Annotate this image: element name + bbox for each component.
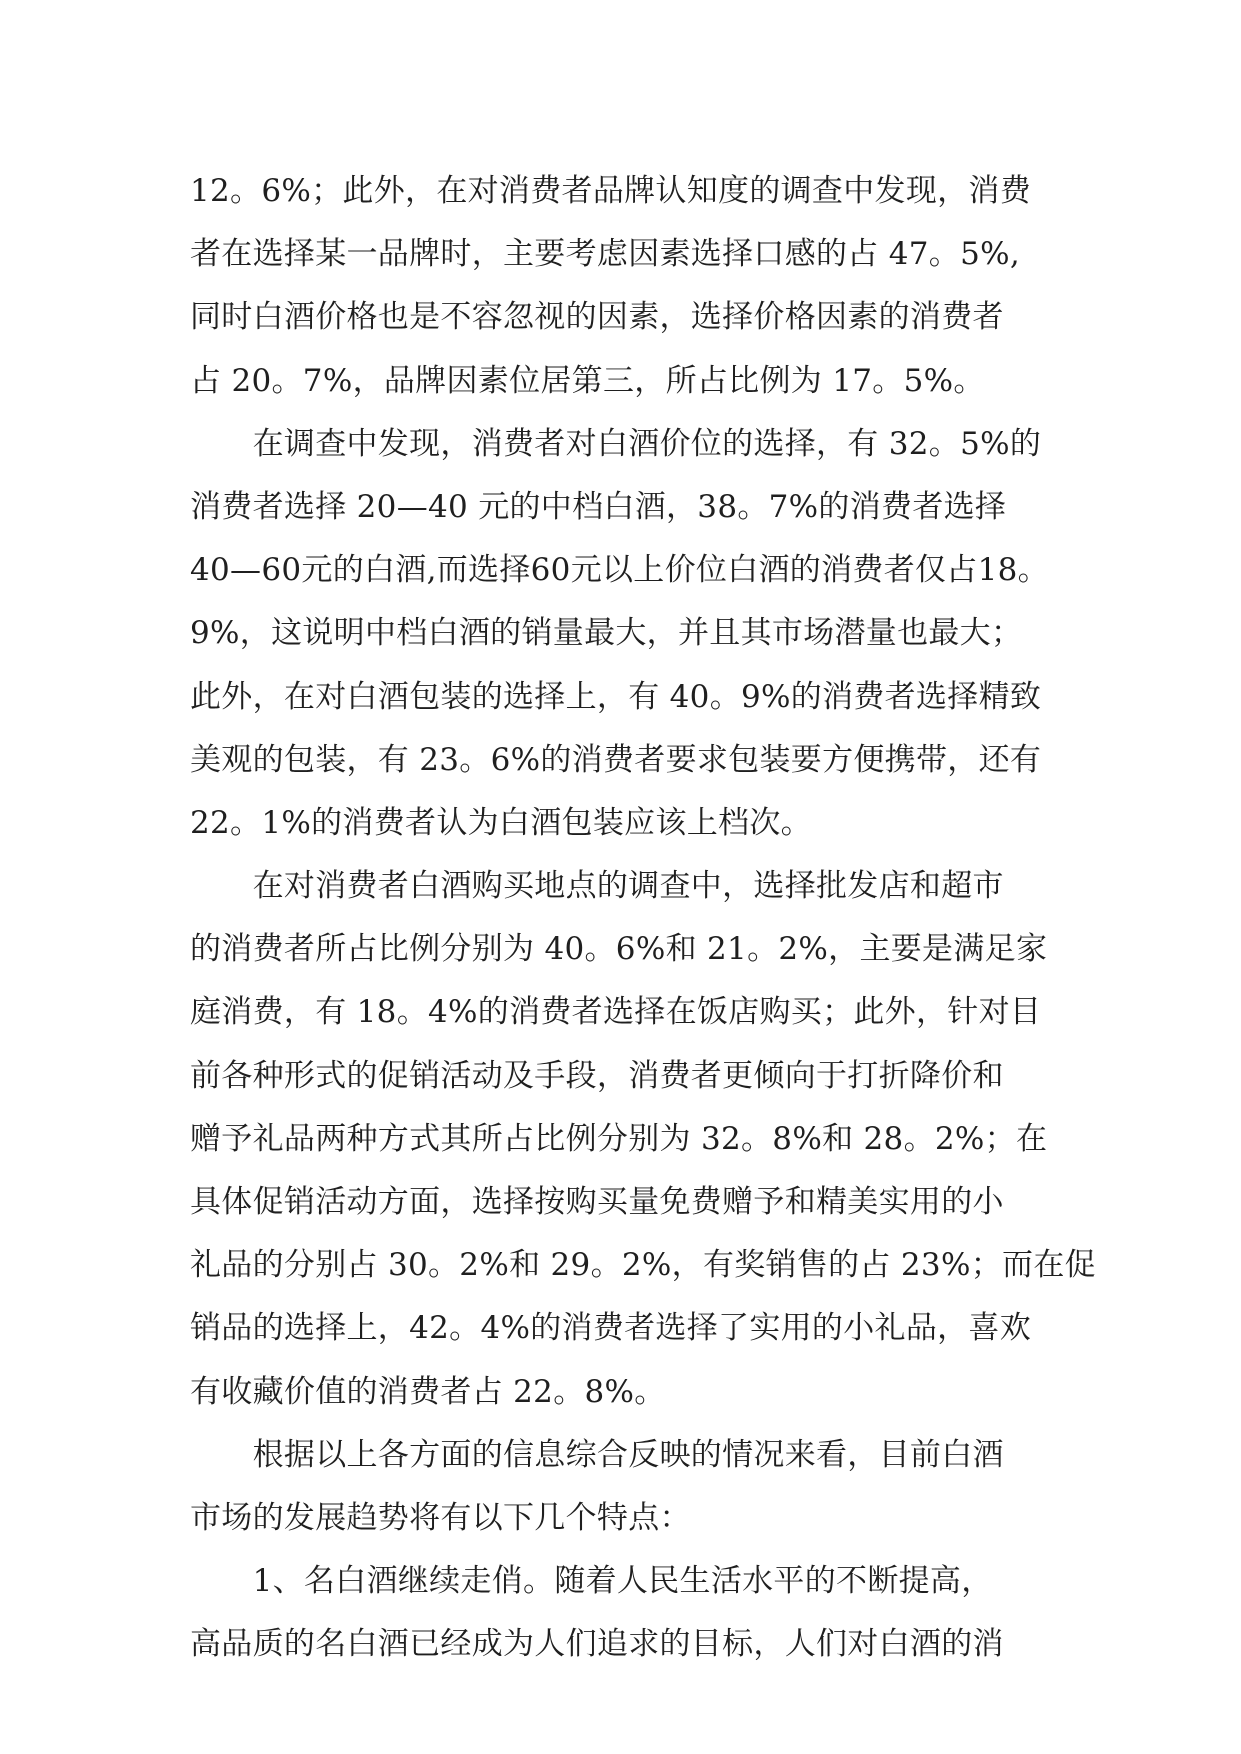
text-line: 40—60元的白酒,而选择60元以上价位白酒的消费者仅占18。 bbox=[190, 552, 1049, 589]
text-line: 消费者选择 20—40 元的中档白酒，38。7%的消费者选择 bbox=[190, 488, 1007, 525]
text-line: 前各种形式的促销活动及手段，消费者更倾向于打折降价和 bbox=[190, 1057, 1004, 1094]
text-line: 者在选择某一品牌时，主要考虑因素选择口感的占 47。5%, bbox=[190, 236, 1021, 273]
text-line: 9%，这说明中档白酒的销量最大，并且其市场潜量也最大； bbox=[190, 615, 1023, 652]
text-line: 根据以上各方面的信息综合反映的情况来看，目前白酒 bbox=[190, 1436, 1004, 1473]
text-line: 庭消费，有 18。4%的消费者选择在饭店购买；此外，针对目 bbox=[190, 994, 1042, 1031]
text-line: 高品质的名白酒已经成为人们追求的目标，人们对白酒的消 bbox=[190, 1626, 1004, 1663]
text-line: 在对消费者白酒购买地点的调查中，选择批发店和超市 bbox=[190, 868, 1004, 905]
text-line: 赠予礼品两种方式其所占比例分别为 32。8%和 28。2%；在 bbox=[190, 1120, 1048, 1157]
text-line: 礼品的分别占 30。2%和 29。2%，有奖销售的占 23%；而在促 bbox=[190, 1247, 1096, 1284]
text-line: 销品的选择上，42。4%的消费者选择了实用的小礼品，喜欢 bbox=[190, 1310, 1032, 1347]
text-line: 1、名白酒继续走俏。随着人民生活水平的不断提高， bbox=[190, 1563, 993, 1600]
text-line: 具体促销活动方面，选择按购买量免费赠予和精美实用的小 bbox=[190, 1184, 1004, 1220]
text-line: 美观的包装，有 23。6%的消费者要求包装要方便携带，还有 bbox=[190, 741, 1042, 778]
text-line: 12。6%；此外，在对消费者品牌认知度的调查中发现，消费 bbox=[190, 173, 1032, 209]
text-line: 的消费者所占比例分别为 40。6%和 21。2%，主要是满足家 bbox=[190, 931, 1048, 968]
text-line: 22。1%的消费者认为白酒包装应该上档次。 bbox=[190, 804, 812, 841]
text-line: 同时白酒价格也是不容忽视的因素，选择价格因素的消费者 bbox=[190, 299, 1004, 336]
text-line: 有收藏价值的消费者占 22。8%。 bbox=[190, 1373, 666, 1410]
text-line: 在调查中发现，消费者对白酒价位的选择，有 32。5%的 bbox=[190, 425, 1042, 462]
body-text bbox=[190, 160, 1096, 1677]
text-line: 市场的发展趋势将有以下几个特点： bbox=[190, 1499, 691, 1536]
text-line: 此外，在对白酒包装的选择上，有 40。9%的消费者选择精致 bbox=[190, 678, 1042, 715]
text-line: 占 20。7%，品牌因素位居第三，所占比例为 17。5%。 bbox=[190, 362, 985, 399]
